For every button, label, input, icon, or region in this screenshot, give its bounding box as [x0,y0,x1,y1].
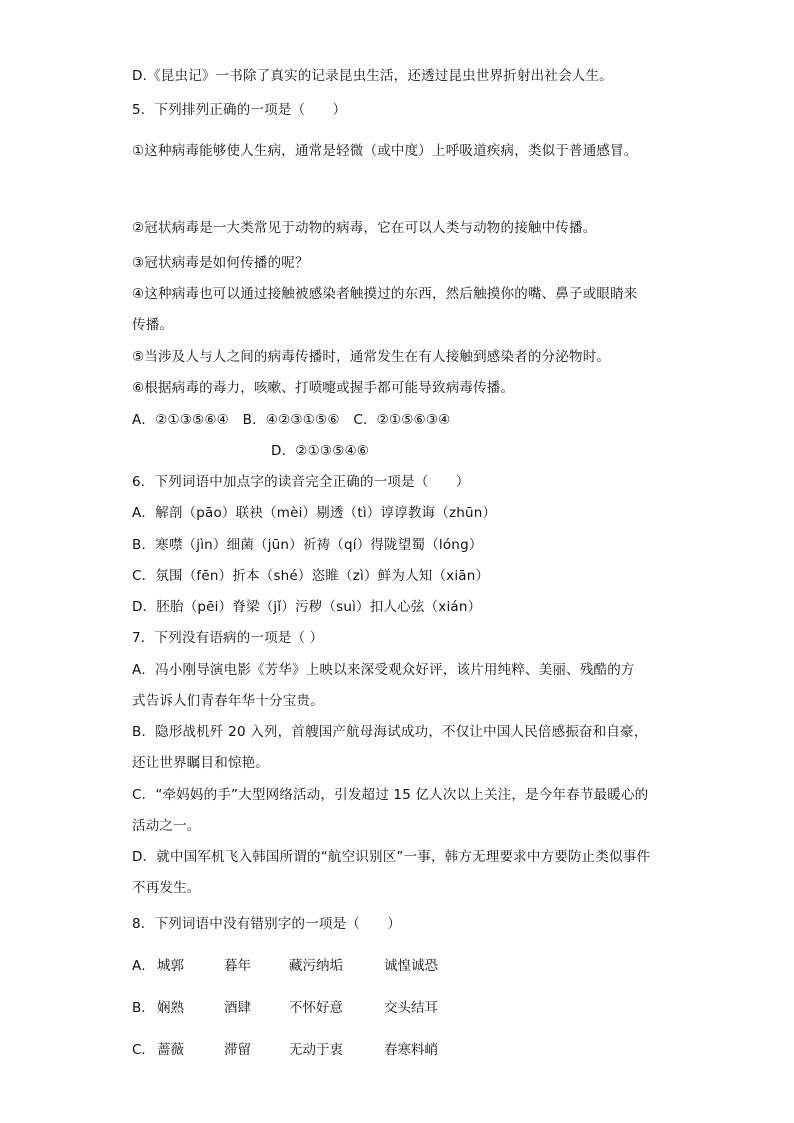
q7-option-b: B．隐形战机歼 20 入列，首艘国产航母海试成功，不仅让中国人民倍感振奋和自豪， [132,724,648,740]
q5-stem: 5．下列排列正确的一项是（ ） [132,102,347,118]
option-word-3: 无动于衷 [289,1042,343,1058]
q5-sentence-5: ⑤当涉及人与人之间的病毒传播时，通常发生在有人接触到感染者的分泌物时。 [132,349,611,365]
q7-option-a: A．冯小刚导演电影《芳华》上映以来深受观众好评，该片用纯粹、美丽、残酷的方 [132,662,635,678]
q6-option-c: C．氛围（fēn）折本（shé）恣睢（zì）鲜为人知（xiān） [132,568,490,584]
option-word-4: 诚惶诚恐 [384,958,438,974]
option-word-3: 不怀好意 [289,1000,343,1016]
option-word-2: 酒肆 [224,1000,251,1016]
q5-option-d: D．②①③⑤④⑥ [271,443,370,459]
option-word-3: 藏污纳垢 [289,958,343,974]
q5-sentence-3: ③冠状病毒是如何传播的呢？ [132,255,309,271]
q5-sentence-4-cont: 传播。 [132,317,174,333]
q6-option-b: B．寒噤（jìn）细菌（jūn）祈祷（qí）得陇望蜀（lóng） [132,537,483,553]
option-label: C． [132,1042,155,1058]
q5-sentence-4: ④这种病毒也可以通过接触被感染者触摸过的东西，然后触摸你的嘴、鼻子或眼睛来 [132,286,638,302]
q6-option-a: A．解剖（pāo）联袂（mèi）剔透（tì）谆谆教诲（zhūn） [132,505,497,521]
q5-sentence-2: ②冠状病毒是一大类常见于动物的病毒，它在可以人类与动物的接触中传播。 [132,220,597,236]
q7-option-d-cont: 不再发生。 [132,880,201,896]
q5-options-abc: A．②①③⑤⑥④ B．④②③①⑤⑥ C．②①⑤⑥③④ [132,412,451,428]
q5-sentence-1: ①这种病毒能够使人生病，通常是轻微（或中度）上呼吸道疾病，类似于普通感冒。 [132,143,638,159]
option-word-2: 暮年 [224,958,251,974]
q8-stem: 8．下列词语中没有错别字的一项是（ ） [132,916,402,932]
q5-sentence-6: ⑥根据病毒的毒力，咳嗽、打喷嚏或握手都可能导致病毒传播。 [132,380,515,396]
q7-option-a-cont: 式告诉人们青春年华十分宝贵。 [132,693,324,709]
q7-option-b-cont: 还让世界瞩目和惊艳。 [132,755,269,771]
q7-option-c-cont: 活动之一。 [132,818,201,834]
q6-stem: 6．下列词语中加点字的读音完全正确的一项是（ ） [132,474,470,490]
option-word-1: 娴熟 [157,1000,184,1016]
q6-option-d: D．胚胎（pēi）脊梁（jǐ）污秽（suì）扣人心弦（xián） [132,599,482,615]
q7-option-d: D．就中国军机飞入韩国所谓的“航空识别区”一事，韩方无理要求中方要防止类似事件 [132,849,651,865]
option-word-1: 城郭 [157,958,184,974]
option-word-1: 蔷薇 [157,1042,184,1058]
q7-stem: 7．下列没有语病的一项是（ ） [132,630,324,646]
option-label: B． [132,1000,155,1016]
option-word-4: 春寒料峭 [384,1042,438,1058]
q7-option-c: C．“牵妈妈的手”大型网络活动，引发超过 15 亿人次以上关注，是今年春节最暖心的 [132,787,649,803]
option-label: A． [132,958,155,974]
option-word-4: 交头结耳 [384,1000,438,1016]
option-word-2: 滞留 [224,1042,251,1058]
q4-option-d: D.《昆虫记》一书除了真实的记录昆虫生活，还透过昆虫世界折射出社会人生。 [132,68,613,84]
